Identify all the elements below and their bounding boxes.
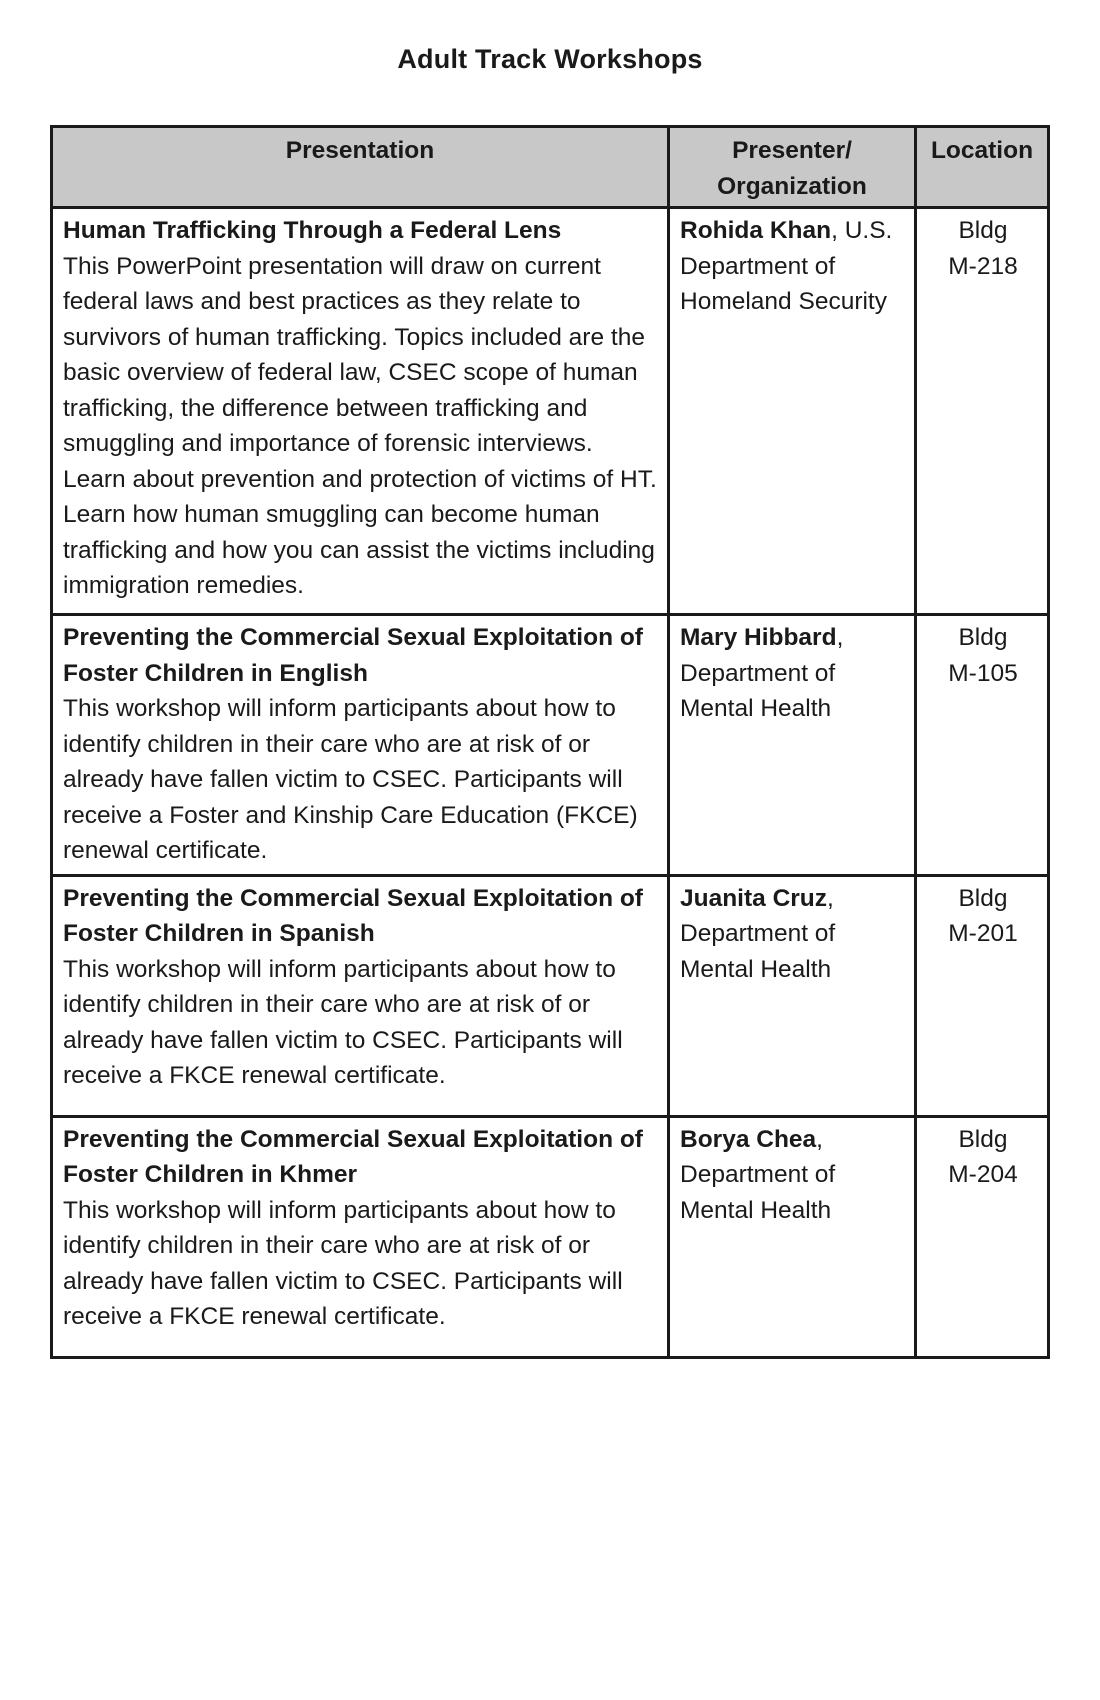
location-room: M-201 bbox=[948, 920, 1018, 947]
presentation-cell bbox=[52, 875, 669, 1116]
table-header-row bbox=[52, 127, 1049, 208]
workshop-title: Preventing the Commercial Sexual Exploitation of Foster Children in Spanish bbox=[63, 884, 643, 947]
table-row bbox=[52, 875, 1049, 1116]
workshop-title: Preventing the Commercial Sexual Exploitation of Foster Children in English bbox=[63, 624, 643, 687]
presenter-organization: U.S. Department of Homeland Security bbox=[680, 217, 893, 315]
location-room: M-105 bbox=[948, 659, 1018, 687]
location-room: M-218 bbox=[948, 252, 1018, 280]
table-row bbox=[52, 208, 1049, 615]
presenter-name: Borya Chea bbox=[680, 1125, 817, 1153]
presentation-cell bbox=[52, 615, 669, 876]
presenter-cell: Borya Chea, Department of Mental Health bbox=[669, 1116, 916, 1357]
workshop-title: Preventing the Commercial Sexual Exploitation of Foster Children in Khmer bbox=[63, 1125, 643, 1188]
location-building: Bldg bbox=[958, 624, 1008, 651]
location-building: Bldg bbox=[958, 1125, 1008, 1153]
presenter-name: Juanita Cruz bbox=[680, 884, 828, 912]
workshops-table bbox=[50, 125, 1050, 1359]
presenter-name: Rohida Khan bbox=[680, 217, 832, 244]
presenter-organization: Department of Mental Health bbox=[680, 659, 836, 722]
workshop-description: This PowerPoint presentation will draw on current federal laws and best practices as they relate to survivors of human trafficking. Topics included are the basic overview of federal law, CSEC scope of human trafficking, the difference between trafficking and smuggling and importance of forensic interviews. Learn about prevention and protection of victims of HT. Learn how human smuggling can become human trafficking and how you can assist the victims including immigration remedies. bbox=[63, 252, 657, 599]
presenter-name: Mary Hibbard bbox=[680, 624, 837, 651]
table-row bbox=[52, 1116, 1049, 1357]
presentation-cell bbox=[52, 1116, 669, 1357]
header-location: Location bbox=[916, 127, 1049, 208]
workshop-description: This workshop will inform participants about how to identify children in their care who are at risk of or already have fallen victim to CSEC. Participants will receive a FKCE renewal certificate. bbox=[63, 1196, 623, 1330]
workshop-description: This workshop will inform participants about how to identify children in their care who are at risk of or already have fallen victim to CSEC. Participants will receive a Foster and Kinship Care Education (FKCE) renewal certificate. bbox=[63, 695, 638, 864]
header-presenter bbox=[669, 127, 916, 208]
presentation-cell bbox=[52, 208, 669, 615]
presenter-cell: Juanita Cruz, Department of Mental Health bbox=[669, 875, 916, 1116]
header-presentation: Presentation bbox=[52, 127, 669, 208]
header-presenter-line2: Organization bbox=[717, 172, 867, 200]
location-building: Bldg bbox=[958, 884, 1008, 912]
presenter-organization: Department of Mental Health bbox=[680, 1161, 836, 1224]
header-presenter-line1: Presenter/ bbox=[732, 137, 852, 164]
location-cell bbox=[916, 1116, 1049, 1357]
location-room: M-204 bbox=[948, 1161, 1018, 1188]
presenter-cell: Rohida Khan, U.S. Department of Homeland Security bbox=[669, 208, 916, 615]
presenter-organization: Department of Mental Health bbox=[680, 920, 836, 983]
workshop-title: Human Trafficking Through a Federal Lens bbox=[63, 217, 562, 244]
table-row bbox=[52, 615, 1049, 876]
location-cell bbox=[916, 875, 1049, 1116]
location-cell bbox=[916, 208, 1049, 615]
page-title: Adult Track Workshops bbox=[397, 44, 703, 74]
presenter-cell: Mary Hibbard, Department of Mental Health bbox=[669, 615, 916, 876]
location-cell bbox=[916, 615, 1049, 876]
location-building: Bldg bbox=[958, 217, 1008, 244]
workshop-description: This workshop will inform participants about how to identify children in their care who are at risk of or already have fallen victim to CSEC. Participants will receive a FKCE renewal certificate. bbox=[63, 955, 623, 1089]
